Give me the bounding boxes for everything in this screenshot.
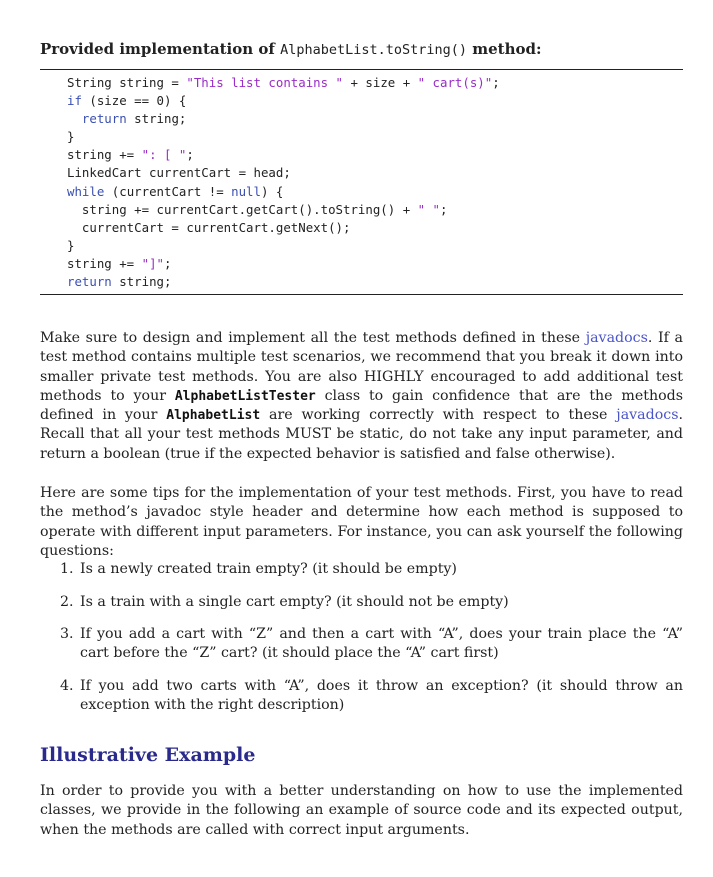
- code-line: [67, 74, 500, 92]
- list-item-number: 4.: [60, 678, 74, 694]
- list-item-text: Is a newly created train empty? (it should be empty): [80, 561, 457, 577]
- code-text: string;: [111, 274, 172, 290]
- code-string: "]": [141, 255, 164, 271]
- code-text: string += currentCart.getCart().toString() +: [67, 201, 418, 217]
- example-intro-paragraph: In order to provide you with a better understanding on how to use the implemented classes, we provide in the following an example of source code and its expected output, when the methods are called with correct input arguments.: [40, 783, 683, 838]
- code-line: [67, 146, 500, 164]
- code-line: [67, 255, 500, 273]
- listing-caption-code: AlphabetList.toString(): [280, 42, 467, 58]
- tips-paragraph: Here are some tips for the implementation of your test methods. First, you have to read the method’s javadoc style header and determine how each method is supposed to operate with different input parameters. For instance, you can ask yourself the following questions:: [40, 485, 683, 559]
- code-text: }: [67, 129, 75, 145]
- code-listing: [67, 74, 500, 291]
- para1-text-4: are working correctly with respect to these: [260, 407, 617, 424]
- code-text: ;: [492, 75, 500, 90]
- instructions-paragraph: [40, 329, 683, 464]
- list-item-text: If you add a cart with “Z” and then a cart with “A”, does your train place the “A” cart before the “Z” cart? (it should place the “A” cart first): [80, 626, 683, 662]
- para1-text-3: class to gain confidence that are the methods defined in your: [40, 387, 683, 424]
- javadocs-link[interactable]: javadocs: [585, 330, 648, 346]
- javadocs-link-2[interactable]: javadocs: [616, 407, 679, 424]
- code-string: ": [ ": [141, 147, 187, 163]
- code-keyword: null: [231, 183, 261, 199]
- tester-class-name: AlphabetListTester: [174, 388, 316, 404]
- code-string: "This list contains ": [186, 75, 344, 90]
- code-line: [67, 183, 500, 201]
- code-text: (size == 0) {: [81, 93, 187, 109]
- listing-top-rule: [40, 69, 683, 70]
- listing-bottom-rule: [40, 294, 683, 295]
- code-keyword: if: [67, 93, 82, 109]
- code-text: currentCart = currentCart.getNext();: [67, 219, 351, 235]
- listing-caption-suffix: method:: [467, 40, 542, 58]
- code-text: string;: [126, 111, 187, 127]
- code-keyword: return: [67, 274, 112, 290]
- code-text: ;: [186, 147, 194, 163]
- section-heading: Illustrative Example: [40, 744, 256, 766]
- code-text: [67, 111, 82, 126]
- para1-text-2: . If a test method contains multiple test scenarios, we recommend that you break it down into smaller private test methods. You are also HIGHLY encouraged to add additional test methods to your: [40, 330, 684, 404]
- listing-caption-prefix: Provided implementation of: [40, 40, 281, 58]
- list-item-number: 2.: [60, 594, 74, 610]
- code-text: string +=: [67, 255, 142, 271]
- code-text: LinkedCart currentCart = head;: [67, 165, 291, 181]
- code-line: [67, 219, 500, 237]
- code-line: [67, 237, 500, 255]
- list-item-number: 3.: [60, 626, 74, 642]
- code-line: [67, 128, 500, 146]
- para1-text-1: Make sure to design and implement all the test methods defined in these: [40, 330, 586, 346]
- code-line: [67, 92, 500, 110]
- code-line: [67, 164, 500, 182]
- listing-caption: [40, 40, 542, 58]
- list-item-text: If you add two carts with “A”, does it throw an exception? (it should throw an exception with the right description): [80, 678, 683, 714]
- code-string: " ": [417, 201, 441, 217]
- code-keyword: while: [67, 183, 105, 199]
- code-text: + size +: [343, 75, 418, 90]
- code-text: ) {: [260, 183, 284, 199]
- code-string: " cart(s)": [417, 75, 493, 90]
- code-text: }: [67, 237, 75, 253]
- code-text: String string =: [67, 75, 187, 90]
- code-text: string +=: [67, 147, 142, 163]
- list-item-number: 1.: [60, 561, 74, 577]
- code-text: ;: [164, 255, 172, 271]
- list-item-text: Is a train with a single cart empty? (it should not be empty): [80, 594, 509, 610]
- code-line: [67, 110, 500, 128]
- code-line: [67, 273, 500, 291]
- code-line: [67, 201, 500, 219]
- code-text: (currentCart !=: [104, 183, 232, 199]
- code-keyword: return: [81, 111, 127, 127]
- code-text: ;: [440, 201, 448, 217]
- list-class-name: AlphabetList: [166, 408, 261, 424]
- para1-text-5: . Recall that all your test methods MUST be static, do not take any input parameter, and return a boolean (true if the expected behavior is satisfied and false otherwise).: [40, 407, 683, 462]
